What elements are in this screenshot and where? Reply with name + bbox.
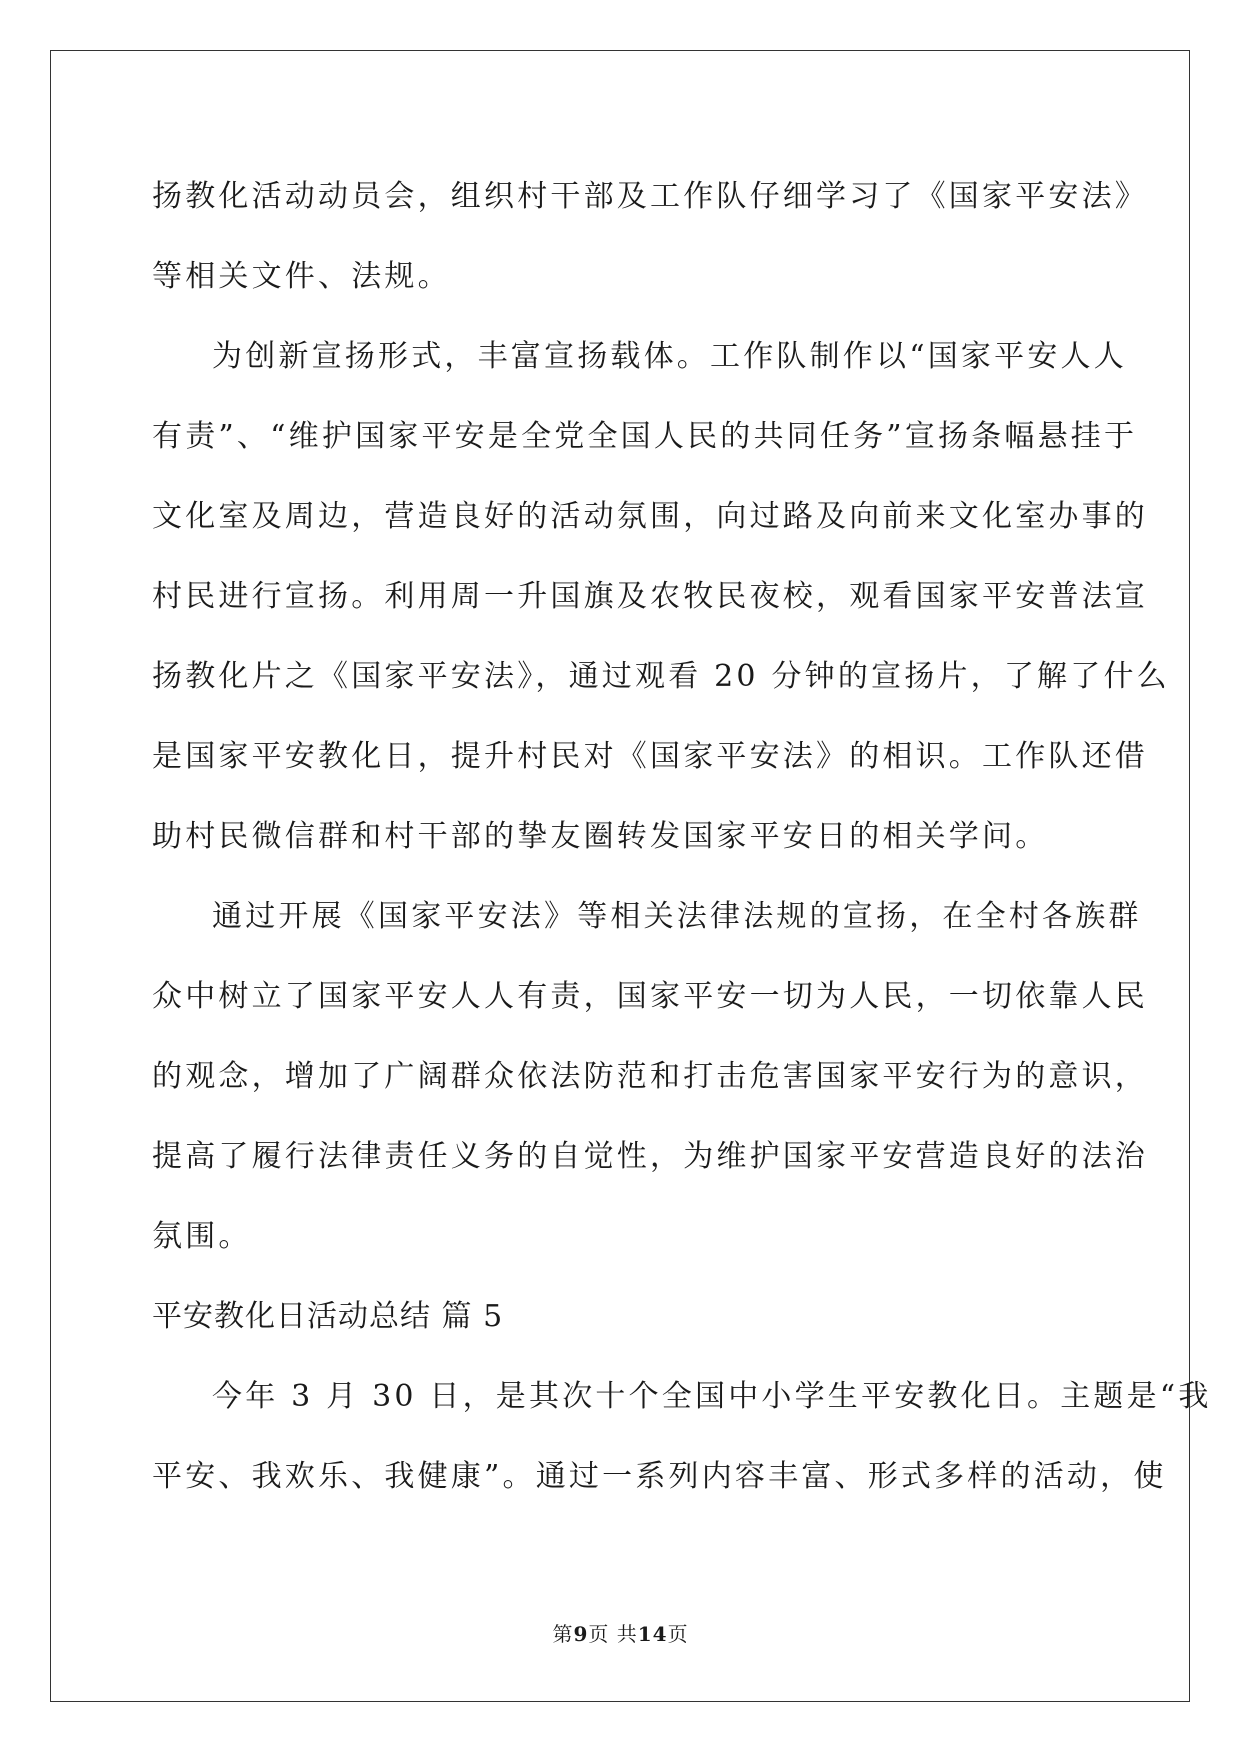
paragraph-line: 平安、我欢乐、我健康”。通过一系列内容丰富、形式多样的活动，使 xyxy=(152,1459,1167,1494)
paragraph-line: 文化室及周边，营造良好的活动氛围，向过路及向前来文化室办事的 xyxy=(152,499,1148,534)
paragraph-line: 通过开展《国家平安法》等相关法律法规的宣扬，在全村各族群 xyxy=(212,899,1142,934)
paragraph-line: 扬教化活动动员会，组织村干部及工作队仔细学习了《国家平安法》 xyxy=(152,179,1148,214)
paragraph-line: 有责”、“维护国家平安是全党全国人民的共同任务”宣扬条幅悬挂于 xyxy=(152,419,1138,454)
paragraph-line: 提高了履行法律责任义务的自觉性，为维护国家平安营造良好的法治 xyxy=(152,1139,1148,1174)
total-page-count: 14 xyxy=(637,1622,668,1646)
paragraph-line: 是国家平安教化日，提升村民对《国家平安法》的相识。工作队还借 xyxy=(152,739,1148,774)
paragraph-line: 村民进行宣扬。利用周一升国旗及农牧民夜校，观看国家平安普法宣 xyxy=(152,579,1148,614)
footer-prefix: 第 xyxy=(552,1622,574,1646)
footer-suffix: 页 xyxy=(667,1622,689,1646)
footer-middle: 页 共 xyxy=(588,1622,638,1646)
paragraph-line: 众中树立了国家平安人人有责，国家平安一切为人民，一切依靠人民 xyxy=(152,979,1148,1014)
section-heading: 平安教化日活动总结 篇 5 xyxy=(152,1299,504,1334)
paragraph-line: 助村民微信群和村干部的挚友圈转发国家平安日的相关学问。 xyxy=(152,819,1049,854)
document-body xyxy=(152,157,1212,1517)
page-number-footer xyxy=(0,1618,1241,1647)
paragraph-line: 等相关文件、法规。 xyxy=(152,259,451,294)
paragraph-line: 的观念，增加了广阔群众依法防范和打击危害国家平安行为的意识， xyxy=(152,1059,1148,1094)
paragraph-line: 扬教化片之《国家平安法》，通过观看 20 分钟的宣扬片，了解了什么 xyxy=(152,659,1170,694)
paragraph-line: 氛围。 xyxy=(152,1219,252,1254)
current-page-number: 9 xyxy=(573,1622,589,1646)
paragraph-line: 为创新宣扬形式，丰富宣扬载体。工作队制作以“国家平安人人 xyxy=(212,339,1127,374)
paragraph-line: 今年 3 月 30 日，是其次十个全国中小学生平安教化日。主题是“我 xyxy=(212,1379,1212,1414)
